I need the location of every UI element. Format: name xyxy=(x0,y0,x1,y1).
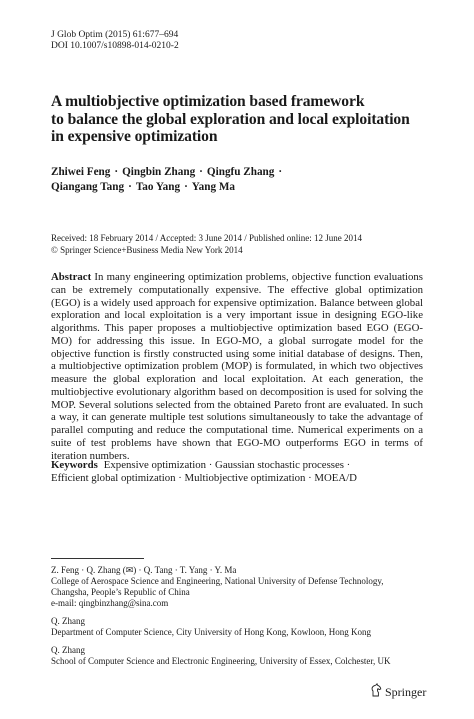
author-name: Tao Yang xyxy=(135,181,181,193)
author-separator: · xyxy=(114,166,119,178)
affiliation-1 xyxy=(51,565,431,609)
author-name: Zhiwei Feng xyxy=(51,166,111,178)
title-line-2: to balance the global exploration and local exploitation xyxy=(51,110,410,128)
publisher-logo xyxy=(370,683,426,700)
journal-doi: DOI 10.1007/s10898-014-0210-2 xyxy=(51,41,179,51)
author-separator: · xyxy=(184,181,188,193)
author-line-2 xyxy=(51,180,431,195)
keywords-text-2: Efficient global optimization · Multiobjective optimization · MOEA/D xyxy=(51,472,357,484)
title-line-3: in expensive optimization xyxy=(51,128,218,145)
author-name: Qingbin Zhang xyxy=(122,166,196,178)
affiliation-name: Q. Zhang xyxy=(51,616,85,626)
author-name: Yang Ma xyxy=(191,181,235,193)
abstract-label: Abstract xyxy=(51,271,92,283)
author-name: Qiangang Tang xyxy=(51,181,125,193)
author-separator: · xyxy=(128,181,132,193)
author-list xyxy=(51,165,431,195)
affiliation-institution: School of Computer Science and Electronic Engineering, University of Essex, Colchester, UK xyxy=(51,656,391,666)
affiliation-names: Z. Feng · Q. Zhang (✉) · Q. Tang · T. Yang · Y. Ma xyxy=(51,565,237,575)
abstract-section xyxy=(51,271,423,462)
date-history: Received: 18 February 2014 / Accepted: 3 June 2014 / Published online: 12 June 2014 xyxy=(51,233,362,243)
author-separator: · xyxy=(278,166,283,178)
affiliation-3 xyxy=(51,645,431,667)
affiliation-email: e-mail: qingbinzhang@sina.com xyxy=(51,598,169,608)
keywords-text-1: Expensive optimization · Gaussian stochastic processes · xyxy=(103,459,351,471)
affiliation-institution: College of Aerospace Science and Engineering, National University of Defense Technology, xyxy=(51,576,384,586)
footnote-divider xyxy=(51,558,144,559)
journal-citation: J Glob Optim (2015) 61:677–694 xyxy=(51,30,179,40)
abstract-text: In many engineering optimization problems, objective function evaluations can be extremely computationally expensive. The effective global optimization (EGO) is a widely used approach for expensive optimization. Balance between global exploration and local exploitation is a very important issue in designing EGO-like algorithms. This paper proposes a multiobjective optimization based EGO (EGO-MO) for addressing this issue. In EGO-MO, a global surrogate model for the objective function is firstly constructed using some initial database of designs. Then, a multiobjective optimization problem (MOP) is formulated, in which two objectives measure the global exploration and local exploitation. At each generation, the multiobjective evolutionary algorithm based on decomposition is used for solving the MOP. Several solutions selected from the obtained Pareto front are evaluated. In such a way, it can generate multiple test solutions simultaneously to take the advantage of parallel computing and reduce the computational time. Numerical experiments on a suite of test problems have shown that EGO-MO outperforms EGO in terms of iteration numbers. xyxy=(51,271,423,462)
author-name: Qingfu Zhang xyxy=(206,166,275,178)
affiliation-name: Q. Zhang xyxy=(51,645,85,655)
springer-horse-icon xyxy=(370,683,385,700)
author-separator: · xyxy=(199,166,203,178)
keywords-section xyxy=(51,459,423,485)
paper-title xyxy=(51,93,431,146)
affiliation-institution: Department of Computer Science, City University of Hong Kong, Kowloon, Hong Kong xyxy=(51,627,371,637)
keywords-label: Keywords xyxy=(51,459,98,471)
title-line-1: A multiobjective optimization based framework xyxy=(51,93,365,110)
copyright-line: © Springer Science+Business Media New York 2014 xyxy=(51,244,243,255)
author-line-1 xyxy=(51,165,431,180)
publication-dates xyxy=(51,233,362,256)
journal-header xyxy=(51,30,179,52)
keywords-line-1 xyxy=(51,459,423,472)
affiliation-location: Changsha, People’s Republic of China xyxy=(51,587,190,597)
affiliation-2 xyxy=(51,616,431,638)
publisher-name: Springer xyxy=(385,684,427,699)
